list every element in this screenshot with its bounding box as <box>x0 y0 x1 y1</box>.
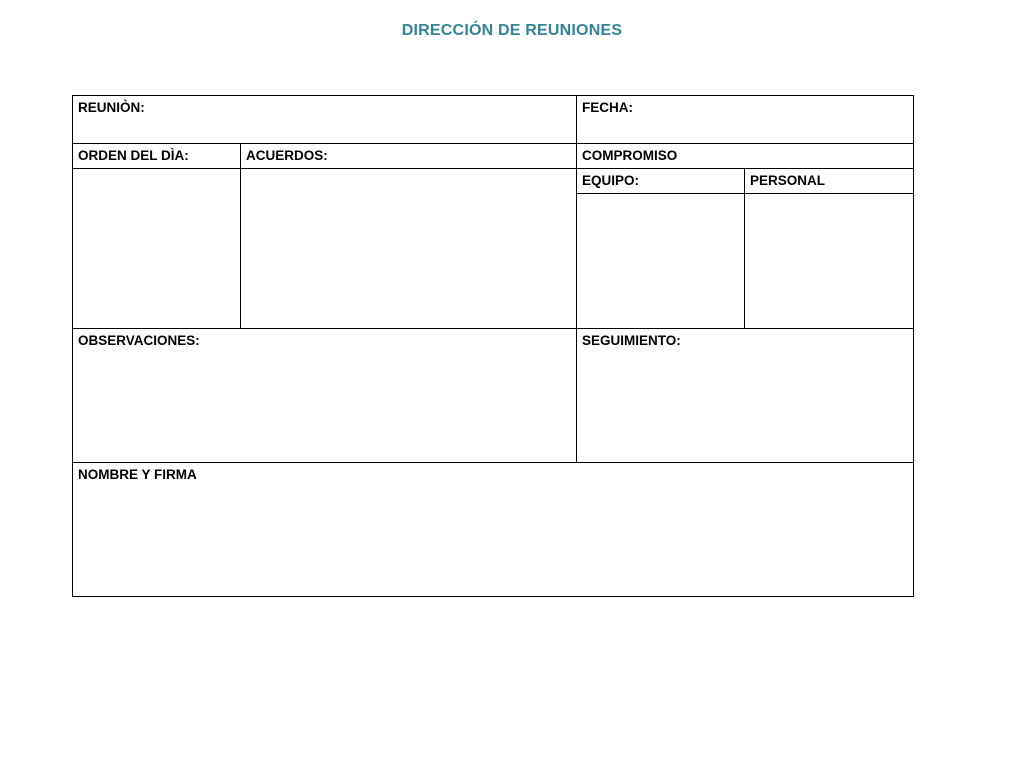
compromiso-header <box>577 144 914 169</box>
form-row-headers <box>73 144 914 169</box>
form-row-compromiso-sub <box>73 169 914 194</box>
form-row-firma <box>73 463 914 597</box>
equipo-field[interactable] <box>577 194 745 329</box>
observaciones-field[interactable] <box>73 329 577 463</box>
fecha-cell[interactable] <box>577 96 914 144</box>
meeting-form-table <box>72 95 914 597</box>
form-row-observaciones <box>73 329 914 463</box>
nombre-firma-field[interactable] <box>73 463 914 597</box>
personal-header <box>745 169 914 194</box>
seguimiento-label: SEGUIMIENTO: <box>582 333 681 348</box>
compromiso-label: COMPROMISO <box>582 148 678 163</box>
personal-field[interactable] <box>745 194 914 329</box>
page-title: DIRECCIÓN DE REUNIONES <box>401 22 623 39</box>
equipo-label: EQUIPO: <box>582 173 640 188</box>
acuerdos-label: ACUERDOS: <box>246 148 328 163</box>
acuerdos-field[interactable] <box>241 169 577 329</box>
acuerdos-header <box>241 144 577 169</box>
nombre-firma-label: NOMBRE Y FIRMA <box>78 467 197 482</box>
orden-del-dia-field[interactable] <box>73 169 241 329</box>
reunion-label: REUNIÒN: <box>78 100 145 115</box>
seguimiento-field[interactable] <box>577 329 914 463</box>
reunion-cell[interactable] <box>73 96 577 144</box>
observaciones-label: OBSERVACIONES: <box>78 333 200 348</box>
equipo-header <box>577 169 745 194</box>
fecha-label: FECHA: <box>582 100 633 115</box>
form-row-reunion <box>73 96 914 144</box>
orden-del-dia-label: ORDEN DEL DÌA: <box>78 148 189 163</box>
orden-del-dia-header <box>73 144 241 169</box>
personal-label: PERSONAL <box>750 173 826 188</box>
